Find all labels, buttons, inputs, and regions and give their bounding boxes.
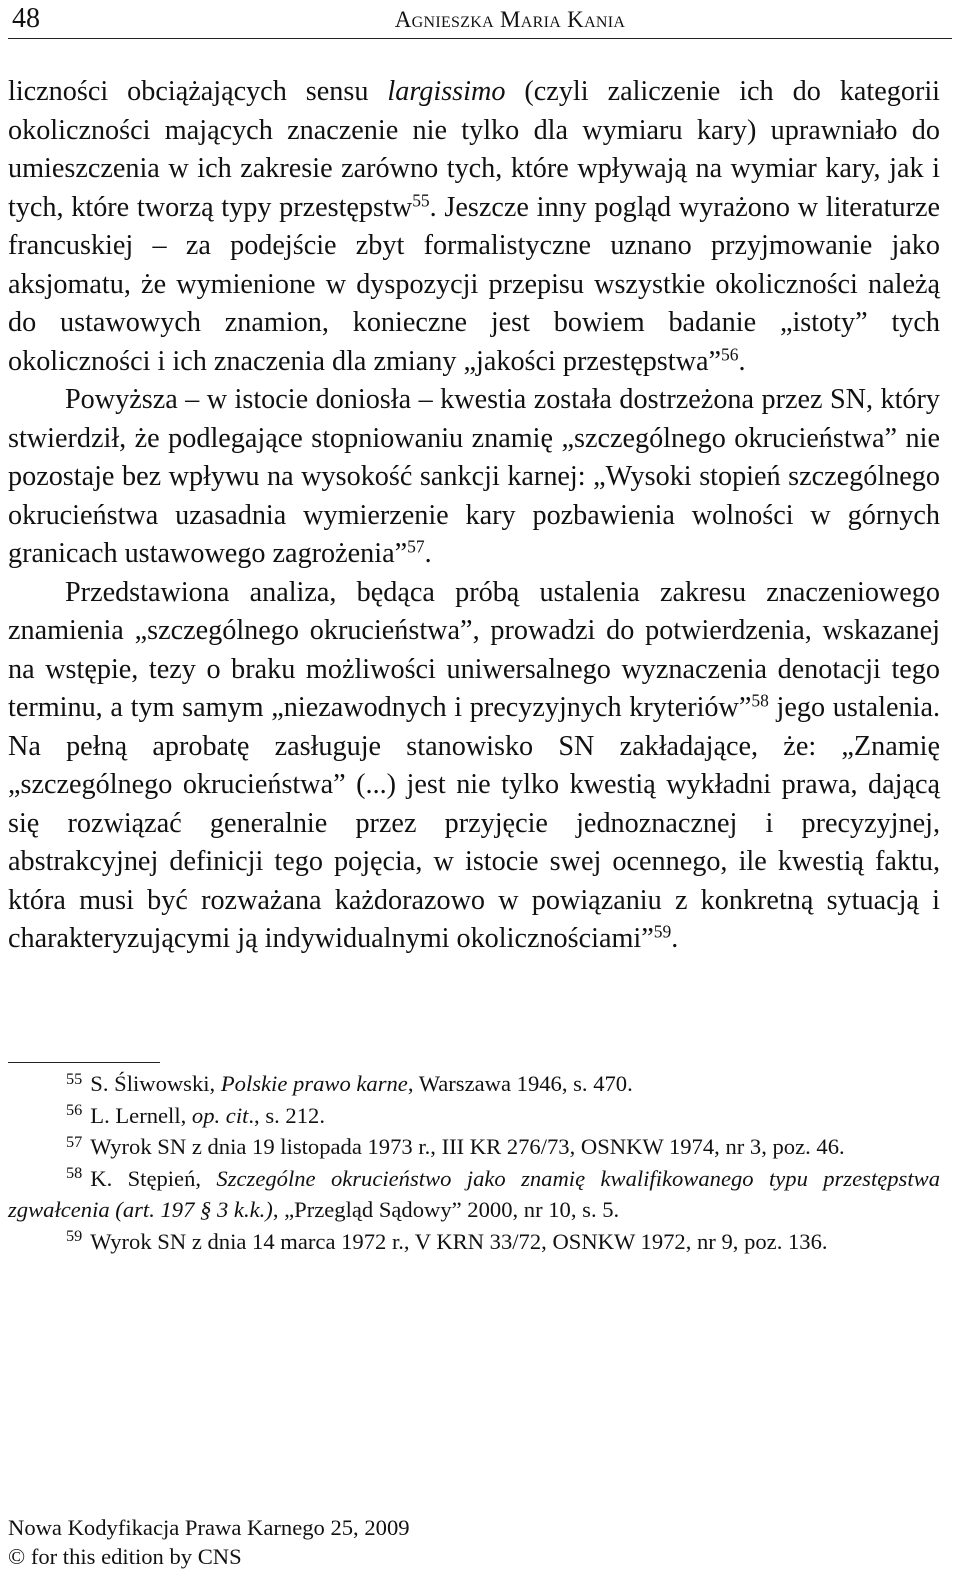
paragraph-2 (8, 381, 940, 574)
text-span: liczności obciążających sensu (8, 76, 388, 107)
footnote-divider (8, 1062, 160, 1063)
footnote-number: 55 (66, 1069, 83, 1088)
footnote-number: 57 (66, 1132, 83, 1151)
journal-citation: Nowa Kodyfikacja Prawa Karnego 25, 2009 (8, 1515, 410, 1540)
footnote-text: K. Stępień, (90, 1165, 217, 1191)
footnote-number: 58 (66, 1164, 83, 1183)
footnote-text: L. Lernell, (90, 1102, 192, 1128)
main-text (8, 73, 940, 959)
footnote-text: , „Przegląd Sądowy” 2000, nr 10, s. 5. (272, 1197, 620, 1222)
footnote-59 (8, 1226, 940, 1258)
page-number: 48 (12, 3, 40, 34)
text-span: Powyższa – w istocie doniosła – kwestia została dostrzeżona przez SN, który stwierdził, że podlegające stopniowaniu znamię „szczególnego okrucieństwa” nie pozostaje bez wpływu na wysokość sankcji karnej: „Wysoki stopień szczególnego okrucieństwa uzasadnia wymierzenie kary pozbawienia wolności w górnych granicach ustawowego zagrożenia” (8, 384, 940, 569)
footnote-text: Wyrok SN z dnia 14 marca 1972 r., V KRN 33/72, OSNKW 1972, nr 9, poz. 136. (90, 1228, 828, 1254)
footnote-ref[interactable]: 57 (407, 536, 425, 557)
text-span: . (671, 923, 679, 954)
text-span: (czyli zaliczenie ich do kategorii okoliczności mających znaczenie nie tylko dla wymiaru kary) uprawniało do umieszczenia w ich zakresie zarówno tych, które wpływają na wymiar kary, jak i tych, które tworzą typy przestępstw (8, 76, 940, 223)
footnotes (8, 1068, 940, 1257)
footnote-ref[interactable]: 55 (412, 189, 430, 210)
paragraph-3 (8, 574, 940, 959)
footnote-text: Wyrok SN z dnia 19 listopada 1973 r., III KR 276/73, OSNKW 1974, nr 3, poz. 46. (90, 1134, 845, 1159)
text-span: . (738, 345, 746, 377)
text-span: Przedstawiona analiza, będąca próbą ustalenia zakresu znaczeniowego znamienia „szczególnego okrucieństwa”, prowadzi do potwierdzenia, wskazanej na wstępie, tezy o braku możliwości uniwersalnego wyznaczenia denotacji tego terminu, a tym samym „niezawodnych i precyzyjnych kryteriów” (8, 576, 940, 723)
text-span: . Jeszcze inny pogląd wyrażono w literaturze francuskiej – za podejście zbyt formalistyczne uznano przyjmowanie jako aksjomatu, że wymienione w dyspozycji przepisu wszystkie okoliczności należą do ustawowych znamion, konieczne jest bowiem badanie „istoty” tych okoliczności i ich znaczenia dla zmiany „jakości przestępstwa” (8, 191, 940, 377)
footnote-title: Polskie prawo karne (220, 1071, 408, 1096)
footnote-ref[interactable]: 56 (721, 343, 739, 364)
footnote-title: op. cit (191, 1102, 249, 1128)
footnote-ref[interactable]: 59 (653, 921, 672, 942)
running-header (8, 0, 952, 39)
running-head-author: Agnieszka Maria Kania (394, 7, 626, 32)
italic-term: largissimo (387, 76, 506, 107)
footnote-number: 59 (66, 1227, 83, 1246)
footnote-text: S. Śliwowski, (90, 1071, 221, 1096)
text-span: . (424, 538, 432, 569)
page-footer (8, 1513, 410, 1571)
footnote-56 (8, 1100, 940, 1132)
paragraph-1 (8, 73, 940, 381)
footnote-number: 56 (66, 1101, 83, 1120)
footnote-ref[interactable]: 58 (751, 690, 769, 711)
text-span: jego ustalenia. Na pełną aprobatę zasługuje stanowisko SN zakładające, że: „Znamię „szczególnego okrucieństwa” (...) jest nie tylko kwestią wykładni prawa, dającą się rozwiązać generalnie przez przyjęcie jednoznacznej i precyzyjnej, abstrakcyjnej definicji tego pojęcia, w istocie swej ocennego, ile kwestią faktu, która musi być rozważana każdorazowo w powiązaniu z konkretną sytuacją i charakteryzującymi ją indywidualnymi okolicznościami” (8, 692, 940, 954)
footnote-55 (8, 1068, 940, 1100)
footnote-58 (8, 1163, 940, 1226)
footnote-text: , Warszawa 1946, s. 470. (407, 1071, 633, 1096)
footnote-57 (8, 1131, 940, 1163)
footnote-title: Szczególne okrucieństwo jako znamię kwalifikowanego typu przestępstwa zgwałcenia (art. 197 § 3 k.k.) (8, 1165, 940, 1222)
footnote-text: ., s. 212. (248, 1102, 325, 1128)
copyright-notice: © for this edition by CNS (8, 1544, 242, 1569)
